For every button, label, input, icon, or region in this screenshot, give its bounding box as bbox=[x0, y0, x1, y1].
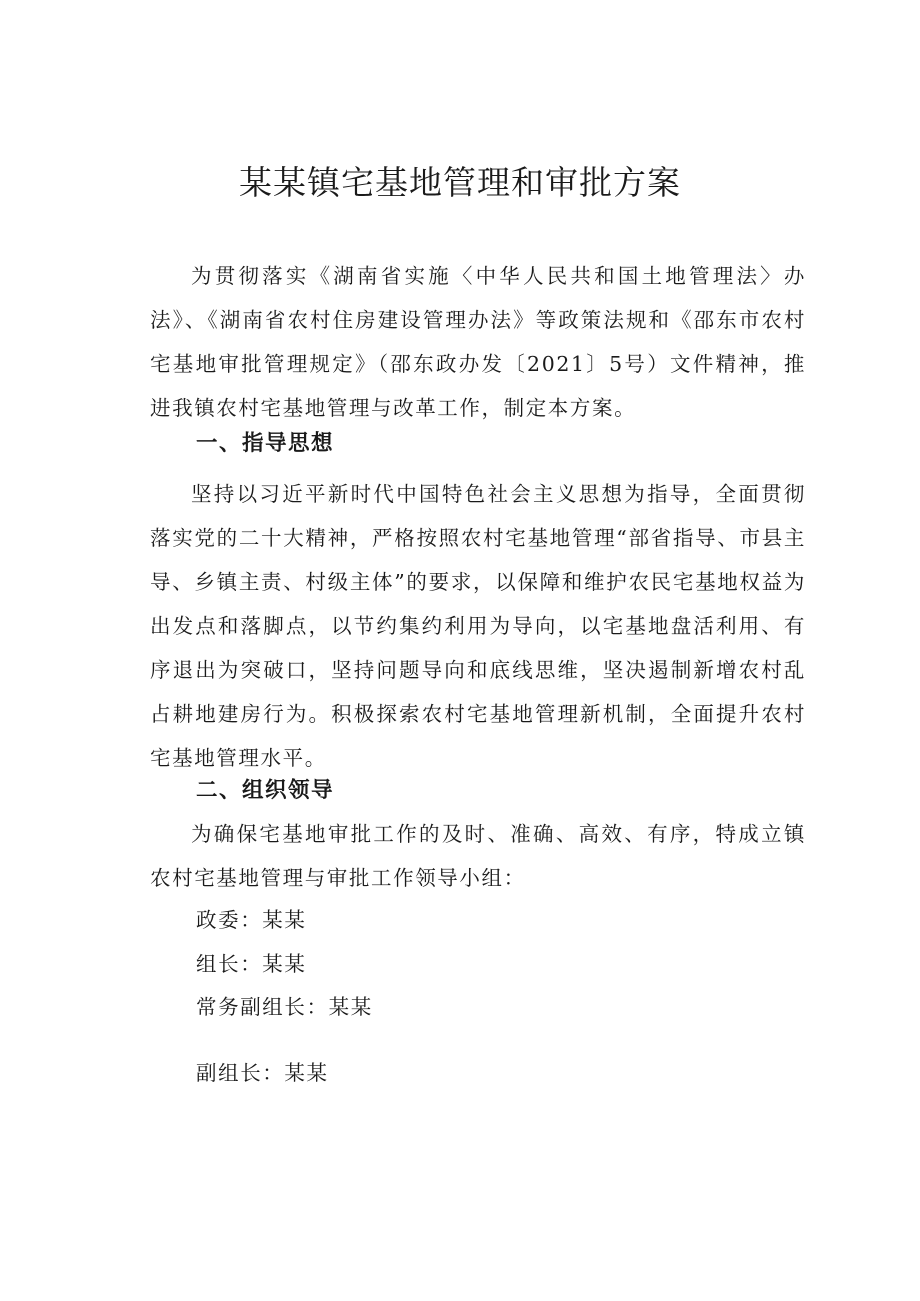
member-line-executive-deputy: 常务副组长：某某 bbox=[196, 995, 373, 1019]
organization-paragraph: 为确保宅基地审批工作的及时、准确、高效、有序，特成立镇农村宅基地管理与审批工作领导小组： bbox=[150, 822, 806, 890]
guiding-ideology-paragraph: 坚持以习近平新时代中国特色社会主义思想为指导，全面贯彻落实党的二十大精神，严格按照农村宅基地管理“部省指导、市县主导、乡镇主责、村级主体”的要求，以保障和维护农民宅基地权益为出发点和落脚点，以节约集约利用为导向，以宅基地盘活利用、有序退出为突破口，坚持问题导向和底线思维，坚决遏制新增农村乱占耕地建房行为。积极探索农村宅基地管理新机制，全面提升农村宅基地管理水平。 bbox=[150, 482, 806, 770]
section-heading-guiding-ideology: 一、指导思想 bbox=[196, 431, 335, 456]
intro-paragraph: 为贯彻落实《湖南省实施〈中华人民共和国土地管理法〉办法》、《湖南省农村住房建设管理办法》等政策法规和《邵东市农村宅基地审批管理规定》（邵东政办发〔2021〕5号）文件精神，推进我镇农村宅基地管理与改革工作，制定本方案。 bbox=[150, 264, 806, 420]
section-heading-organization: 二、组织领导 bbox=[196, 778, 335, 803]
document-title: 某某镇宅基地管理和审批方案 bbox=[239, 163, 681, 202]
member-line-leader: 组长：某某 bbox=[196, 952, 307, 976]
member-line-deputy: 副组长：某某 bbox=[196, 1061, 329, 1085]
member-line-commissar: 政委：某某 bbox=[196, 908, 307, 932]
